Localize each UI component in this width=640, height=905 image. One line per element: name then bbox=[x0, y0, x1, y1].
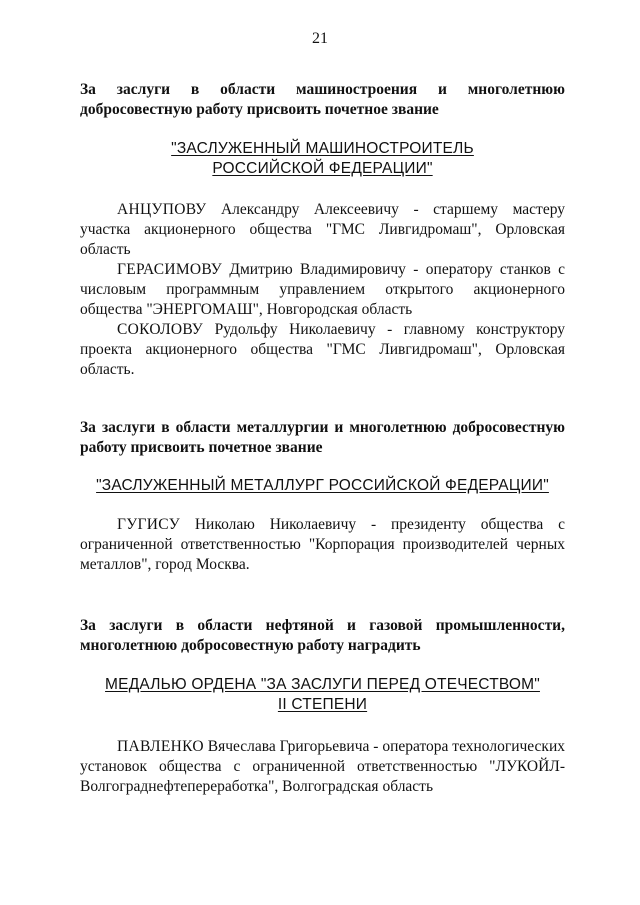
awardee-details: Рудольфу Николаевичу - главному конструктору проекта акционерного общества "ГМС Ливгидромаш", Орловская область. bbox=[80, 321, 566, 378]
awardee-entry bbox=[80, 737, 565, 797]
section-2-awardees bbox=[80, 515, 565, 575]
awardee-details: Вячеслава Григорьевича - оператора технологических установок общества с ограниченной ответственностью "ЛУКОЙЛ-Волгограднефтепереработка", Волгоградская область bbox=[80, 738, 565, 795]
section-3-title-line-1: МЕДАЛЬЮ ОРДЕНА "ЗА ЗАСЛУГИ ПЕРЕД ОТЕЧЕСТВОМ" bbox=[105, 676, 540, 693]
section-1-title-line-1: "ЗАСЛУЖЕННЫЙ МАШИНОСТРОИТЕЛЬ bbox=[171, 140, 474, 157]
section-1-awardees bbox=[80, 200, 565, 380]
awardee-surname: АНЦУПОВУ bbox=[117, 201, 207, 218]
awardee-entry bbox=[80, 320, 565, 380]
section-1-title-line-2: РОССИЙСКОЙ ФЕДЕРАЦИИ" bbox=[212, 160, 433, 177]
awardee-entry bbox=[80, 515, 565, 575]
section-1-title bbox=[60, 139, 585, 179]
awardee-surname: СОКОЛОВУ bbox=[117, 321, 204, 338]
awardee-details: Дмитрию Владимировичу - оператору станков с числовым программным управлением открытого акционерного общества "ЭНЕРГОМАШ", Новгородская область bbox=[80, 261, 565, 318]
section-2-title bbox=[60, 476, 585, 496]
awardee-surname: ПАВЛЕНКО bbox=[117, 738, 204, 755]
awardee-details: Николаю Николаевичу - президенту общества с ограниченной ответственностью "Корпорация производителей черных металлов", город Москва. bbox=[80, 516, 565, 573]
awardee-surname: ГУГИСУ bbox=[117, 516, 180, 533]
section-3-intro: За заслуги в области нефтяной и газовой промышленности, многолетнюю добросовестную работу наградить bbox=[80, 617, 565, 654]
awardee-surname: ГЕРАСИМОВУ bbox=[117, 261, 223, 278]
section-3-title-line-2: II СТЕПЕНИ bbox=[277, 696, 368, 713]
awardee-entry bbox=[80, 200, 565, 260]
section-2-title-line-1: "ЗАСЛУЖЕННЫЙ МЕТАЛЛУРГ РОССИЙСКОЙ ФЕДЕРАЦИИ" bbox=[96, 477, 549, 494]
page-number: 21 bbox=[312, 30, 328, 47]
awardee-details: Александру Алексеевичу - старшему мастеру участка акционерного общества "ГМС Ливгидромаш", Орловская область bbox=[80, 201, 565, 258]
section-3-awardees bbox=[80, 737, 565, 797]
section-1-intro: За заслуги в области машиностроения и многолетнюю добросовестную работу присвоить почетное звание bbox=[80, 81, 565, 118]
awardee-entry bbox=[80, 260, 565, 320]
section-3-title bbox=[60, 675, 585, 715]
section-2-intro: За заслуги в области металлургии и многолетнюю добросовестную работу присвоить почетное звание bbox=[80, 419, 565, 456]
